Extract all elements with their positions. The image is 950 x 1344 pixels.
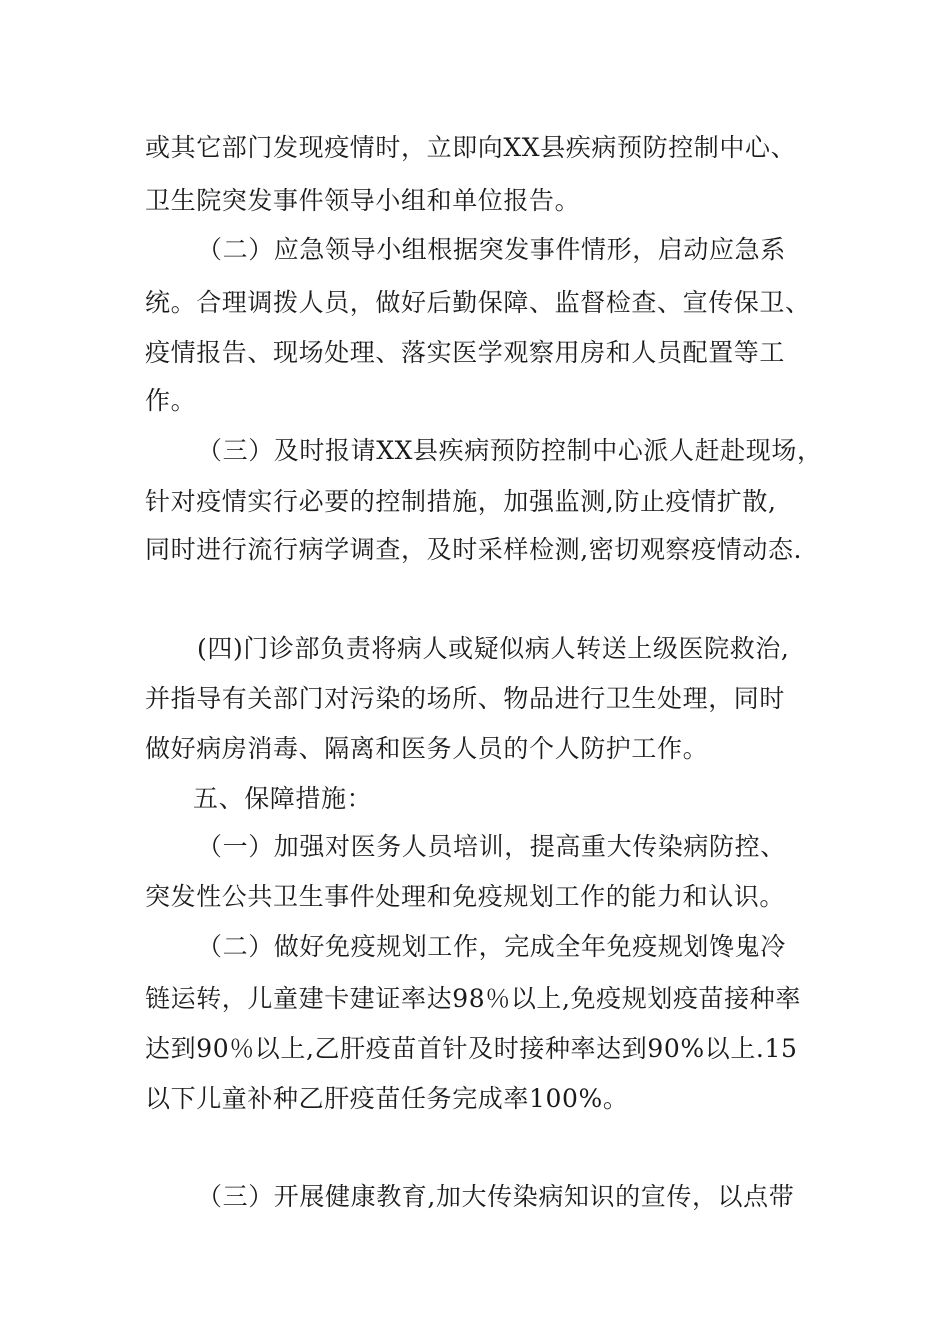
- paragraph-line: （二）应急领导小组根据突发事件情形，启动应急系: [197, 235, 786, 264]
- paragraph-line: 达到90％以上,乙肝疫苗首针及时接种率达到90%以上.15: [145, 1034, 798, 1063]
- paragraph-line: 卫生院突发事件领导小组和单位报告。: [145, 186, 581, 215]
- paragraph-line: （一）加强对医务人员培训，提高重大传染病防控、: [197, 832, 786, 861]
- paragraph-line: 统。合理调拨人员，做好后勤保障、监督检查、宣传保卫、: [145, 288, 811, 317]
- paragraph-line: 作。: [145, 386, 197, 415]
- paragraph-line: 针对疫情实行必要的控制措施，加强监测,防止疫情扩散,: [145, 487, 777, 516]
- paragraph-line: 疫情报告、现场处理、落实医学观察用房和人员配置等工: [145, 338, 786, 367]
- paragraph-line: 链运转，儿童建卡建证率达98％以上,免疫规划疫苗接种率: [145, 984, 801, 1013]
- paragraph-line: 突发性公共卫生事件处理和免疫规划工作的能力和认识。: [145, 882, 786, 911]
- paragraph-line: （三）开展健康教育,加大传染病知识的宣传，以点带: [197, 1182, 795, 1211]
- section-heading: 五、保障措施：: [193, 784, 373, 813]
- paragraph-line: 同时进行流行病学调查，及时采样检测,密切观察疫情动态.: [145, 535, 803, 564]
- paragraph-line: （二）做好免疫规划工作，完成全年免疫规划馋鬼冷: [197, 932, 786, 961]
- paragraph-line: 以下儿童补种乙肝疫苗任务完成率100%。: [145, 1084, 629, 1113]
- paragraph-line: 并指导有关部门对污染的场所、物品进行卫生处理，同时: [145, 684, 786, 713]
- paragraph-line: 做好病房消毒、隔离和医务人员的个人防护工作。: [145, 734, 709, 763]
- paragraph-line: (四)门诊部负责将病人或疑似病人转送上级医院救治,: [197, 634, 790, 663]
- paragraph-line: 或其它部门发现疫情时，立即向XX县疾病预防控制中心、: [145, 133, 797, 162]
- paragraph-line: （三）及时报请XX县疾病预防控制中心派人赶赴现场，: [197, 436, 823, 465]
